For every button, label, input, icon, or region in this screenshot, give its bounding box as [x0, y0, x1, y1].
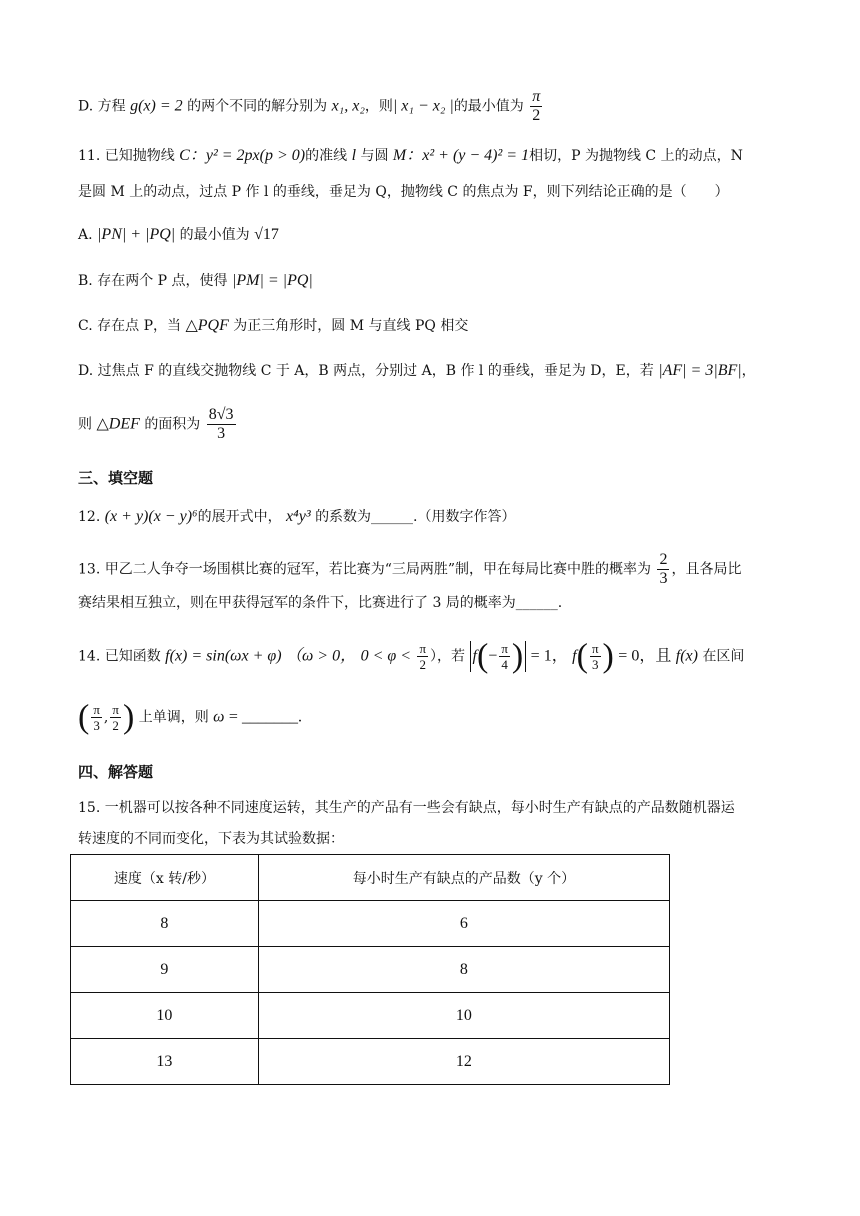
q11-opt-d-area-text: 的面积为 [144, 416, 201, 433]
q11-opt-d-fraction [207, 406, 236, 443]
q10d-prefix: D. 方程 [78, 98, 126, 115]
section-fill-in-blank-heading: 三、填空题 [78, 469, 154, 487]
q11-text-a: 11. 已知抛物线 [78, 148, 175, 164]
table-row [71, 993, 670, 1039]
q11-opt-c-triangle: △PQF [185, 317, 229, 334]
q12 [78, 507, 516, 527]
q13-text-b: ，且各局比 [671, 561, 742, 578]
q11-opt-d-text: D. 过焦点 F 的直线交抛物线 C 于 A，B 两点，分别过 A，B 作 l 的垂线，垂足为 D，E，若 [78, 363, 654, 379]
q10d-frac-den: 2 [532, 107, 541, 124]
q12-term: x⁴y³ [286, 508, 311, 525]
q14-abs-f: f(− $\frac{\pi}{4}$ ) [470, 641, 527, 672]
q14-three: 3 [591, 657, 599, 672]
q14-four: 4 [501, 657, 508, 672]
q14-line2: ( $\frac{\pi}{3}$ , $\frac{\pi}{2}$ ) 上单调，则 ω = _______. [78, 698, 302, 736]
table-row [71, 901, 670, 947]
q13-text: 13. 甲乙二人争夺一场围棋比赛的冠军，若比赛为“三局两胜”制，甲在每局比赛中胜的概率为 [78, 561, 652, 578]
section-solve-heading: 四、解答题 [78, 763, 154, 781]
q14-two: 2 [419, 657, 426, 672]
q13-frac-num: 2 [659, 551, 668, 568]
table-header-defects: 每小时生产有缺点的产品数（y 个） [258, 855, 669, 901]
q11-option-b [78, 271, 313, 291]
table-cell: 10 [258, 993, 669, 1039]
table-cell: 10 [71, 993, 259, 1039]
q14-f: f [472, 647, 477, 665]
q11-line-l: l [351, 147, 357, 164]
table-header-speed: 速度（x 转/秒） [71, 855, 259, 901]
q12-expression: (x + y)(x − y)⁶ [104, 508, 198, 525]
table-cell: 8 [71, 901, 259, 947]
q15-line2: 转速度的不同而变化，下表为其试验数据： [78, 831, 344, 847]
q11-opt-d-then: 则 [78, 416, 92, 433]
q11-option-d-line2 [78, 406, 238, 443]
table-cell: 13 [71, 1039, 259, 1085]
q11-opt-a-value: √17 [254, 226, 279, 243]
q11-parabola-eq: ：y² = 2px(p > 0) [189, 147, 306, 164]
q14-interval-text: 在区间 [702, 648, 745, 665]
q11-opt-c-text2: 为正三角形时，圆 M 与直线 PQ 相交 [233, 318, 469, 334]
q11-opt-a-label: A. [78, 227, 93, 243]
q14-omega: ω [213, 708, 225, 726]
q11-opt-d-num: 8√3 [208, 406, 234, 423]
table-row [71, 1039, 670, 1085]
q13-line1 [78, 551, 741, 588]
q10d-vars: x₁, x₂ [331, 97, 365, 115]
table-cell: 6 [258, 901, 669, 947]
q11-option-a [78, 225, 279, 245]
q11-opt-a-expr: |PN| + |PQ| [97, 226, 176, 243]
q11-line1 [78, 146, 743, 166]
q14-prefix: 14. 已知函数 [78, 648, 161, 665]
q14-pi-over-2 [417, 641, 428, 672]
q14-eq1: = 1， [530, 647, 568, 665]
q10-option-d [78, 88, 544, 125]
q13-fraction [657, 551, 669, 588]
q11-opt-b-text: B. 存在两个 P 点，使得 [78, 273, 228, 289]
q10d-frac-num: π [532, 88, 541, 105]
q11-text-d: 相切，P 为抛物线 C 上的动点，N [529, 148, 743, 164]
q11-opt-d-triangle: △DEF [96, 415, 140, 433]
q14-eq2: = 0，且 [618, 647, 672, 665]
q14-cond-omega: （ω > 0， [286, 647, 357, 665]
q11-opt-d-expr: |AF| = 3|BF| [658, 362, 742, 379]
q14-monotone-text: 上单调，则 [138, 709, 209, 726]
q13-line2: 赛结果相互独立，则在甲获得冠军的条件下，比赛进行了 3 局的概率为______. [78, 595, 563, 611]
q14-function: f(x) = sin(ωx + φ) [165, 647, 282, 665]
table-cell: 12 [258, 1039, 669, 1085]
q14-f2: f [572, 647, 577, 665]
q11-text-b: 的准线 [305, 148, 348, 164]
q11-opt-d-den: 3 [217, 425, 226, 442]
q10d-suffix: 的最小值为 [453, 98, 524, 115]
q11-opt-d-comma: ， [741, 363, 756, 379]
q14-pi-over-3: $\frac{\pi}{3}$ [591, 641, 599, 672]
q13-frac-den: 3 [659, 570, 668, 587]
q11-circle-eq: ：x² + (y − 4)² = 1 [406, 147, 530, 164]
q11-curve-c: C [179, 147, 190, 164]
q11-line2: 是圆 M 上的动点，过点 P 作 l 的垂线，垂足为 Q，抛物线 C 的焦点为 F，则下列结论正确的是（ ） [78, 184, 729, 200]
q10d-expr: | x₁ − x₂ | [392, 97, 454, 115]
q10d-text2: ，则 [364, 98, 393, 115]
q12-suffix: 的系数为______.（用数字作答） [315, 509, 516, 525]
q15-data-table [70, 854, 670, 1085]
q14-answer-blank: = _______. [228, 708, 302, 726]
q14-if: ），若 [430, 648, 466, 665]
q11-opt-c-text: C. 存在点 P，当 [78, 318, 181, 334]
q14-fx: f(x) [675, 647, 698, 665]
q15-line1: 15. 一机器可以按各种不同速度运转，其生产的产品有一些会有缺点，每小时生产有缺点的产品数随机器运 [78, 800, 735, 816]
q14-interval-right: $\frac{\pi}{2}$ [112, 702, 119, 733]
q10d-text: 的两个不同的解分别为 [187, 98, 328, 115]
q11-option-d [78, 361, 756, 381]
q10d-fraction [530, 88, 542, 125]
q14-cond-phi: 0 < φ < [360, 647, 412, 665]
q11-text-c: 与圆 [360, 148, 389, 164]
q14-pi: π [419, 641, 427, 656]
q14-interval-3: 3 [93, 718, 100, 733]
q14-line1: 14. 已知函数 f(x) = sin(ωx + φ) （ω > 0， 0 < φ < $\frac{\pi}{2}$ ），若 f(− $\frac{\pi}{4}$ ) = 1， f( $\frac{\pi}{3}$ ) = 0，且 f(x) 在区间 [78, 637, 745, 675]
q12-number: 12. [78, 509, 101, 525]
q11-opt-b-expr: |PM| = |PQ| [231, 272, 313, 289]
q14-interval-2: 2 [112, 718, 119, 733]
q11-circle-m: M [392, 147, 407, 164]
table-row [71, 947, 670, 993]
q11-option-c [78, 316, 468, 336]
q14-interval-left: $\frac{\pi}{3}$ [93, 702, 100, 733]
q14-pi-over-4: $\frac{\pi}{4}$ [501, 641, 508, 672]
table-cell: 9 [71, 947, 259, 993]
q14-minus: − [488, 647, 498, 665]
q10d-equation: g(x) = 2 [130, 97, 183, 115]
table-cell: 8 [258, 947, 669, 993]
q11-opt-a-text: 的最小值为 [179, 227, 250, 243]
q12-text: 的展开式中， [197, 509, 282, 525]
table-header-row [71, 855, 670, 901]
